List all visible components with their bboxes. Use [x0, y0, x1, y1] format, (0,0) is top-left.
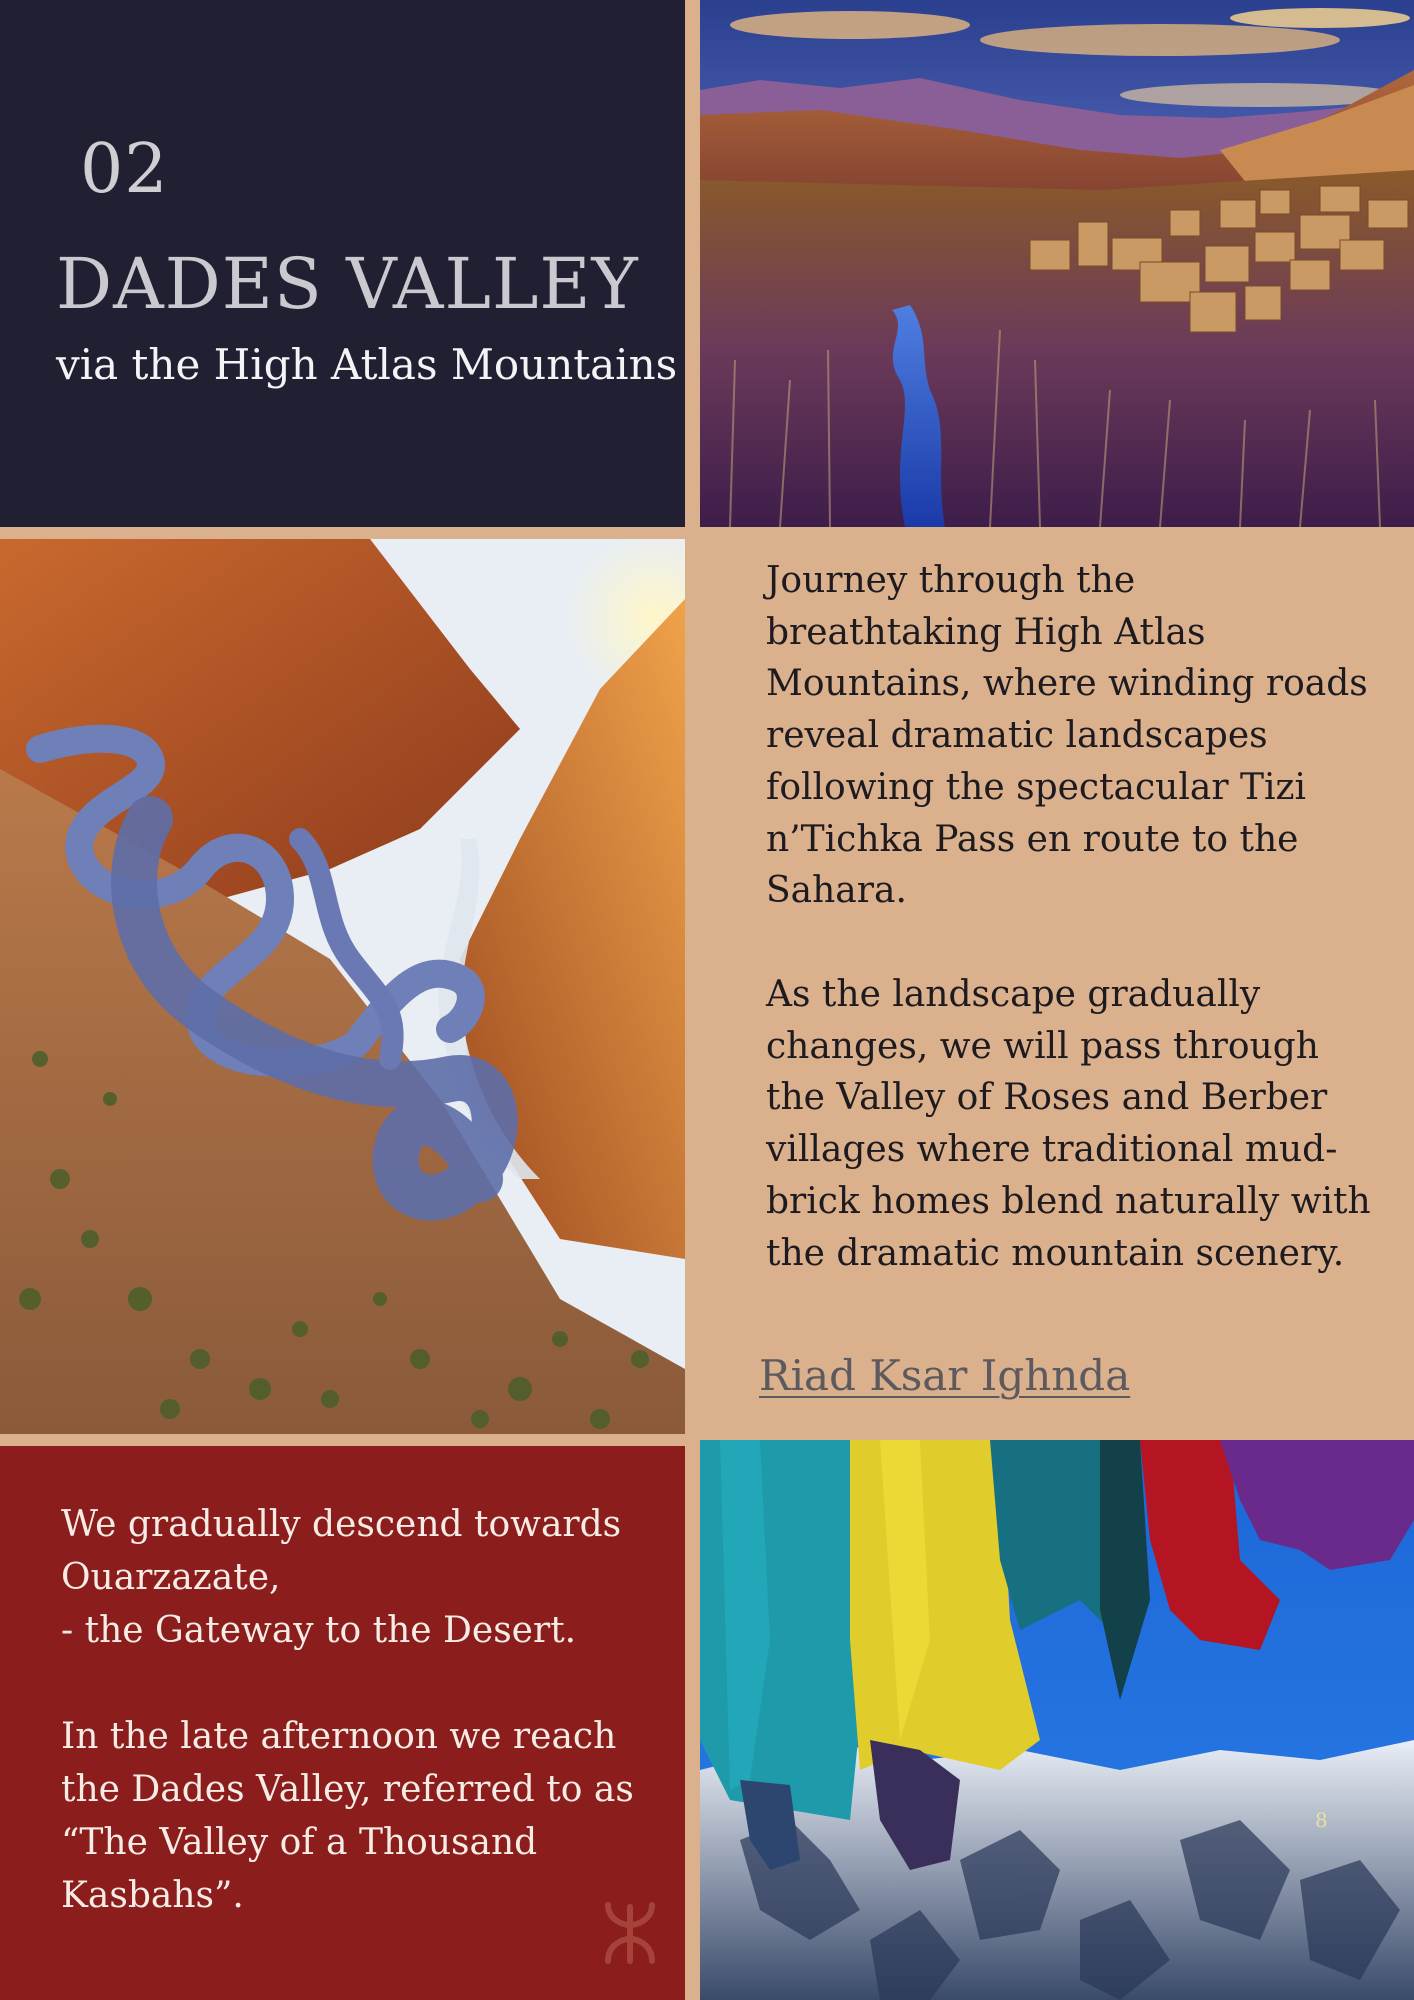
intro-paragraph: As the landscape gradually changes, we will pass through the Valley of Roses and Berber villages where traditional mud-brick homes blend naturally with the dramatic mountain scenery.	[766, 974, 1371, 1274]
title-panel	[0, 0, 685, 527]
intro-paragraph: Journey through the breathtaking High Atlas Mountains, where winding roads reveal dramatic landscapes following the spectacular Tizi n’Tichka Pass en route to the Sahara.	[766, 560, 1368, 912]
intro-text-panel	[700, 539, 1414, 1434]
chapter-number: 02	[80, 130, 169, 209]
descent-text-panel	[0, 1446, 685, 2000]
page-subtitle: via the High Atlas Mountains	[56, 340, 678, 389]
winding-road-photo	[0, 539, 685, 1434]
valley-kasbah-photo	[700, 0, 1414, 527]
descent-paragraph: In the late afternoon we reach the Dades Valley, referred to as “The Valley of a Thousand Kasbahs”.	[61, 1716, 634, 1916]
yaz-icon	[600, 1901, 660, 1965]
riad-ksar-ighnda-link[interactable]: Riad Ksar Ighnda	[759, 1351, 1131, 1400]
page-title: DADES VALLEY	[56, 243, 639, 325]
page-number: 8	[1315, 1808, 1328, 1832]
descent-paragraph: We gradually descend towards Ouarzazate, - the Gateway to the Desert.	[61, 1504, 622, 1651]
hanging-fabrics-photo	[700, 1440, 1414, 2000]
